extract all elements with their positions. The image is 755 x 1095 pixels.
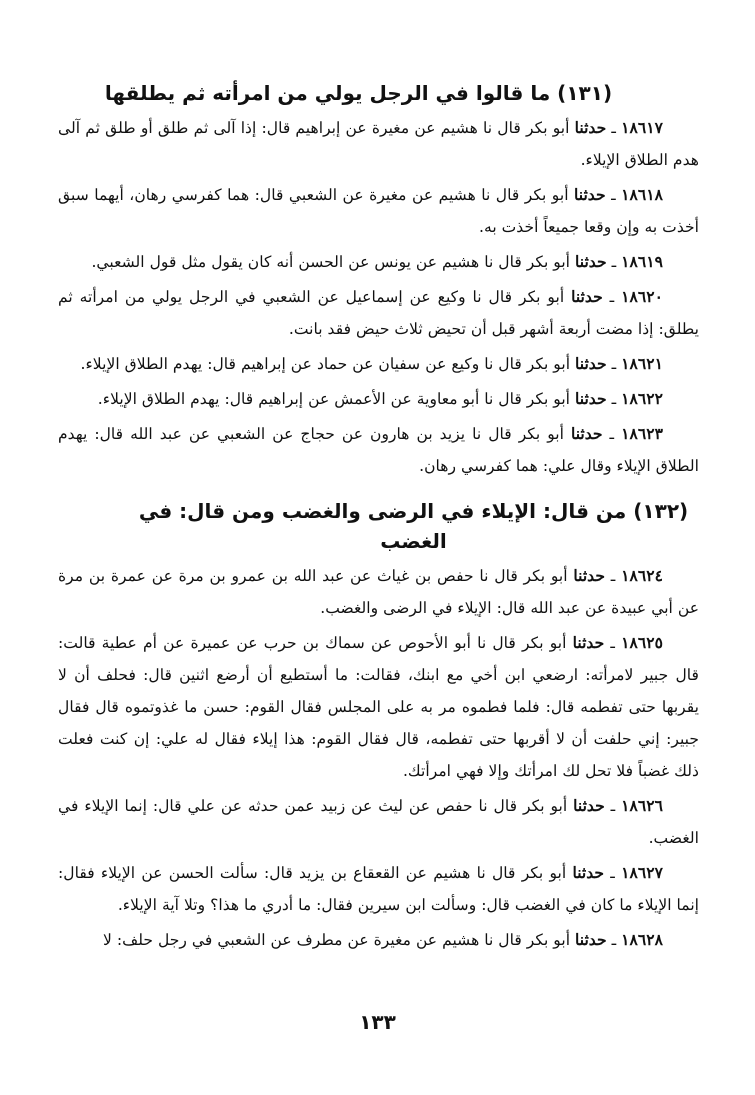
hadith-text: أبو بكر قال نا أبو الأحوص عن سماك بن حرب عن عميرة عن أم عطية قالت: قال جبير لامرأته: ارضعي ابن أخي مع ابنك، فقالت: ما أستطيع أن أرضع اثنين قال: فحلف أن لا يقربها حتى تفطمه قال: فلما فطموه مر به على المجلس فقال القوم: حسن ما غذوتموه قال فقال جبير: إني حلفت أن لا أقربها حتى تفطمه، قال فقال القوم: هذا إيلاء فقال له علي: إن كنت فعلت ذلك غضباً فلا تحل لك امرأتك وإلا فهي امرأتك. bbox=[58, 634, 699, 780]
hadith-number: ١٨٦٢٢ bbox=[621, 389, 663, 408]
hadith-18626: ١٨٦٢٦ ـ حدثنا أبو بكر قال نا حفص عن ليث عن زبيد عمن حدثه عن علي قال: إنما الإيلاء في الغضب. bbox=[58, 796, 699, 847]
hadith-lead: حدثنا bbox=[573, 796, 605, 815]
hadith-number: ١٨٦٢٣ bbox=[621, 424, 663, 443]
hadith-lead: حدثنا bbox=[571, 287, 603, 306]
hadith-text: أبو بكر قال نا هشيم عن مغيرة عن الشعبي قال: هما كفرسي رهان، أيهما سبق أخذت به وإن وقعا جميعاً أخذت به. bbox=[58, 186, 699, 236]
hadith-18625: ١٨٦٢٥ ـ حدثنا أبو بكر قال نا أبو الأحوص عن سماك بن حرب عن عميرة عن أم عطية قالت: قال جبير لامرأته: ارضعي ابن أخي مع ابنك، فقالت: ما أستطيع أن أرضع اثنين قال: فحلف أن لا يقربها حتى تفطمه قال: فلما فطموه مر به على المجلس فقال القوم: حسن ما غذوتموه قال فقال جبير: إني حلفت أن لا أقربها حتى تفطمه، قال فقال القوم: هذا إيلاء فقال له علي: إن كنت فعلت ذلك غضباً فلا تحل لك امرأتك وإلا فهي امرأتك. bbox=[58, 633, 699, 780]
chapter-heading-131: (١٣١) ما قالوا في الرجل يولي من امرأته ثم يطلقها bbox=[104, 81, 613, 105]
hadith-lead: حدثنا bbox=[575, 252, 607, 271]
hadith-number: ١٨٦٢٨ bbox=[621, 930, 663, 949]
hadith-lead: حدثنا bbox=[574, 118, 607, 137]
hadith-number: ١٨٦٢٥ bbox=[621, 633, 663, 652]
hadith-text: أبو بكر قال نا حفص بن غياث عن عبد الله بن عمرو بن مرة عن عمرة بن مرة عن أبي عبيدة عن عبد الله قال: الإيلاء في الرضى والغضب. bbox=[58, 567, 699, 617]
hadith-18620: ١٨٦٢٠ ـ حدثنا أبو بكر قال نا وكيع عن إسماعيل عن الشعبي في الرجل يولي من امرأته ثم يطلق: إذا مضت أربعة أشهر قبل أن تحيض ثلاث حيض فقد بانت. bbox=[58, 287, 699, 338]
hadith-text: أبو بكر قال نا وكيع عن إسماعيل عن الشعبي في الرجل يولي من امرأته ثم يطلق: إذا مضت أربعة أشهر قبل أن تحيض ثلاث حيض فقد بانت. bbox=[58, 288, 699, 338]
hadith-18628: ١٨٦٢٨ ـ حدثنا أبو بكر قال نا هشيم عن مغيرة عن مطرف عن الشعبي في رجل حلف: لا bbox=[102, 930, 663, 949]
hadith-lead: حدثنا bbox=[575, 354, 607, 373]
hadith-18623: ١٨٦٢٣ ـ حدثنا أبو بكر قال نا يزيد بن هارون عن حجاج عن الشعبي عن عبد الله قال: يهدم الطلاق الإيلاء وقال علي: هما كفرسي رهان. bbox=[58, 424, 699, 475]
hadith-18621: ١٨٦٢١ ـ حدثنا أبو بكر قال نا وكيع عن سفيان عن حماد عن إبراهيم قال: يهدم الطلاق الإيلاء. bbox=[80, 354, 663, 373]
hadith-number: ١٨٦٢٠ bbox=[621, 287, 663, 306]
hadith-text: أبو بكر قال نا هشيم عن مغيرة عن إبراهيم قال: إذا آلى ثم طلق أو طلق ثم آلى هدم الطلاق الإيلاء. bbox=[58, 119, 699, 169]
hadith-lead: حدثنا bbox=[572, 633, 605, 652]
hadith-18627: ١٨٦٢٧ ـ حدثنا أبو بكر قال نا هشيم عن القعقاع بن يزيد قال: سألت الحسن عن الإيلاء فقال: إنما الإيلاء ما كان في الغضب قال: وسألت ابن سيرين فقال: ما أدري ما هذا؟ وتلا آية الإيلاء. bbox=[58, 863, 699, 914]
hadith-number: ١٨٦٢٧ bbox=[621, 863, 663, 882]
hadith-number: ١٨٦١٨ bbox=[621, 185, 663, 204]
hadith-lead: حدثنا bbox=[575, 930, 607, 949]
hadith-number: ١٨٦٢٤ bbox=[621, 566, 663, 585]
hadith-18624: ١٨٦٢٤ ـ حدثنا أبو بكر قال نا حفص بن غياث عن عبد الله بن عمرو بن مرة عن عمرة بن مرة عن أبي عبيدة عن عبد الله قال: الإيلاء في الرضى والغضب. bbox=[58, 566, 699, 617]
hadith-18619: ١٨٦١٩ ـ حدثنا أبو بكر قال نا هشيم عن يونس عن الحسن أنه كان يقول مثل قول الشعبي. bbox=[91, 252, 663, 271]
hadith-text: أبو بكر قال نا هشيم عن مغيرة عن مطرف عن الشعبي في رجل حلف: لا bbox=[102, 931, 571, 949]
hadith-number: ١٨٦١٩ bbox=[621, 252, 663, 271]
hadith-lead: حدثنا bbox=[573, 566, 605, 585]
hadith-text: أبو بكر قال نا وكيع عن سفيان عن حماد عن إبراهيم قال: يهدم الطلاق الإيلاء. bbox=[80, 355, 571, 373]
page-number: ١٣٣ bbox=[359, 1010, 396, 1034]
hadith-lead: حدثنا bbox=[575, 389, 607, 408]
hadith-18618: ١٨٦١٨ ـ حدثنا أبو بكر قال نا هشيم عن مغيرة عن الشعبي قال: هما كفرسي رهان، أيهما سبق أخذت به وإن وقعا جميعاً أخذت به. bbox=[58, 185, 699, 236]
hadith-lead: حدثنا bbox=[572, 863, 605, 882]
hadith-18622: ١٨٦٢٢ ـ حدثنا أبو بكر قال نا أبو معاوية عن الأعمش عن إبراهيم قال: يهدم الطلاق الإيلاء. bbox=[97, 389, 663, 408]
hadith-18617: ١٨٦١٧ ـ حدثنا أبو بكر قال نا هشيم عن مغيرة عن إبراهيم قال: إذا آلى ثم طلق أو طلق ثم آلى هدم الطلاق الإيلاء. bbox=[58, 118, 699, 169]
hadith-lead: حدثنا bbox=[574, 185, 606, 204]
hadith-lead: حدثنا bbox=[570, 424, 603, 443]
hadith-text: أبو بكر قال نا أبو معاوية عن الأعمش عن إبراهيم قال: يهدم الطلاق الإيلاء. bbox=[97, 390, 571, 408]
hadith-number: ١٨٦٢١ bbox=[621, 354, 663, 373]
hadith-text: أبو بكر قال نا هشيم عن يونس عن الحسن أنه كان يقول مثل قول الشعبي. bbox=[91, 253, 571, 271]
hadith-text: أبو بكر قال نا هشيم عن القعقاع بن يزيد قال: سألت الحسن عن الإيلاء فقال: إنما الإيلاء ما كان في الغضب قال: وسألت ابن سيرين فقال: ما أدري ما هذا؟ وتلا آية الإيلاء. bbox=[58, 864, 699, 914]
hadith-text: أبو بكر قال نا يزيد بن هارون عن حجاج عن الشعبي عن عبد الله قال: يهدم الطلاق الإيلاء وقال علي: هما كفرسي رهان. bbox=[58, 425, 699, 475]
hadith-number: ١٨٦٢٦ bbox=[621, 796, 664, 815]
hadith-text: أبو بكر قال نا حفص عن ليث عن زبيد عمن حدثه عن علي قال: إنما الإيلاء في الغضب. bbox=[58, 797, 699, 847]
chapter-heading-132: (١٣٢) من قال: الإيلاء في الرضى والغضب ومن قال: في الغضب bbox=[138, 499, 689, 553]
hadith-number: ١٨٦١٧ bbox=[621, 118, 664, 137]
